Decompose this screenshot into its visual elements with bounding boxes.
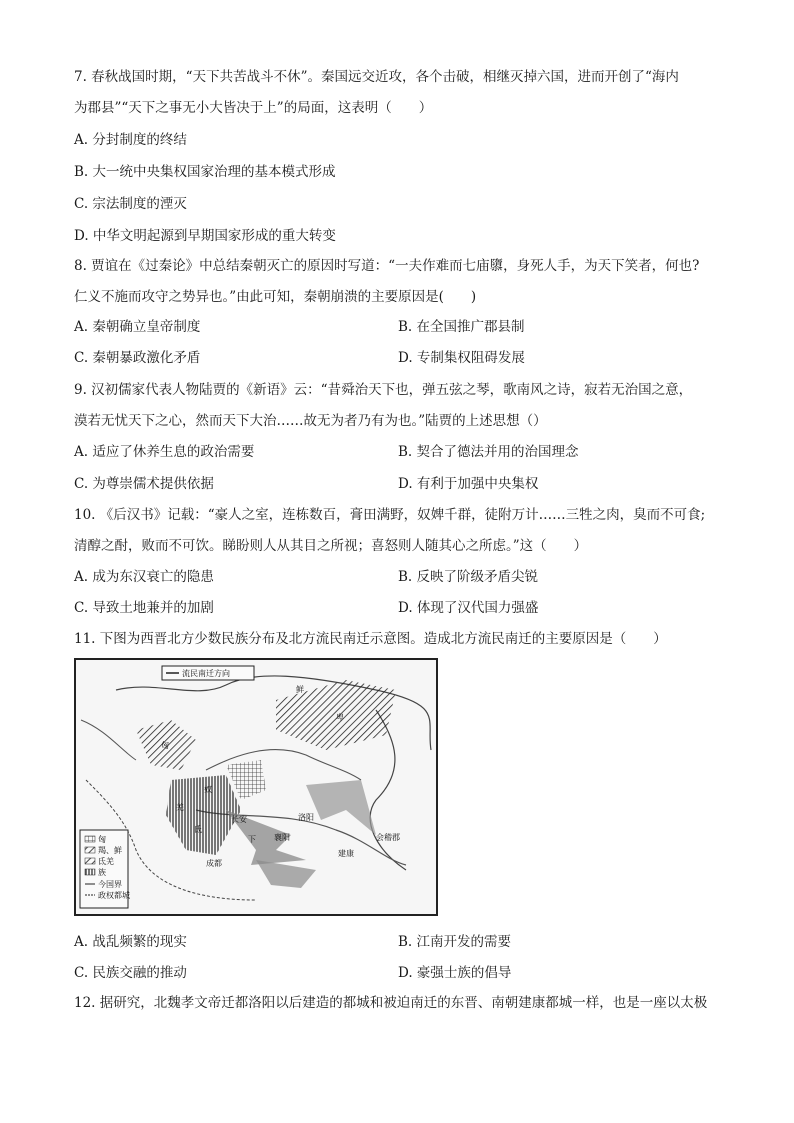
q7-option-b: B. 大一统中央集权国家治理的基本模式形成	[74, 164, 336, 180]
q8-option-c: C. 秦朝暴政激化矛盾	[74, 350, 201, 366]
legend-text-4: 族	[98, 868, 106, 877]
legend-swatch-1	[85, 836, 95, 842]
map-label-qiang: 羌	[176, 803, 184, 812]
map-label-xiong: 匈	[161, 741, 169, 750]
q10-option-c: C. 导致土地兼并的加剧	[74, 600, 214, 616]
q7-option-a: A. 分封制度的终结	[74, 132, 187, 148]
q7-option-d: D. 中华文明起源到早期国家形成的重大转变	[74, 228, 336, 244]
q9-option-c: C. 为尊崇儒术提供依据	[74, 476, 214, 492]
map-label-xiangyang: 襄阳	[274, 833, 290, 842]
legend-swatch-4	[85, 869, 95, 875]
q10-option-d: D. 体现了汉代国力强盛	[398, 600, 539, 616]
q10-stem-line-1: 10. 《后汉书》记载：“豪人之室，连栋数百，膏田满野，奴婢千群，徒附万计……三牲之肉，臭而不可食;	[74, 507, 706, 523]
q12-stem-line-1: 12. 据研究，北魏孝文帝迁都洛阳以后建造的都城和被迫南迁的东晋、南朝建康都城一样，也是一座以太极	[74, 995, 708, 1011]
map-label-jiankang: 建康	[338, 849, 354, 858]
legend-text-2: 羯、鲜	[98, 846, 122, 855]
q10-option-a: A. 成为东汉衰亡的隐患	[74, 569, 214, 585]
legend-text-5: 今国界	[98, 880, 122, 889]
q9-stem-line-1: 9. 汉初儒家代表人物陆贾的《新语》云：“昔舜治天下也，弹五弦之琴，歌南风之诗，寂若无治国之意，	[74, 382, 693, 398]
migration-map	[74, 658, 438, 916]
q10-option-b: B. 反映了阶级矛盾尖锐	[398, 569, 539, 585]
legend-text-6: 政权都城	[98, 891, 130, 900]
map-label-nu: 奴	[204, 785, 212, 794]
q8-option-b: B. 在全国推广郡县制	[398, 319, 525, 335]
q10-stem-line-2: 清醇之酎，败而不可饮。睇盼则人从其目之所视；喜怒则人随其心之所虑。”这（ ）	[74, 538, 588, 554]
map-label-chengdu: 成都	[206, 859, 222, 868]
q8-stem-line-2: 仁义不施而攻守之势异也。”由此可知，秦朝崩溃的主要原因是( )	[74, 289, 477, 305]
map-label-luoyang: 洛阳	[298, 813, 314, 822]
q9-option-d: D. 有利于加强中央集权	[398, 476, 539, 492]
map-label-changan: 长安	[231, 815, 247, 824]
map-label-bei: 卑	[336, 713, 344, 722]
q9-stem-line-2: 漠若无忧天下之心，然而天下大治……故无为者乃有为也。”陆贾的上述思想（）	[74, 413, 547, 429]
q11-stem-line-1: 11. 下图为西晋北方少数民族分布及北方流民南迁示意图。造成北方流民南迁的主要原因是（ ）	[74, 631, 667, 647]
q7-stem-line-2: 为郡县”“天下之事无小大皆决于上”的局面，这表明（ ）	[74, 100, 433, 116]
q8-stem-line-1: 8. 贾谊在《过秦论》中总结秦朝灭亡的原因时写道：“一夫作难而七庙隳，身死人手，为天下笑者，何也?	[74, 258, 700, 274]
q11-option-b: B. 江南开发的需要	[398, 934, 512, 950]
q8-option-d: D. 专制集权阻碍发展	[398, 350, 525, 366]
map-drawing	[76, 660, 436, 914]
q11-option-d: D. 豪强士族的倡导	[398, 965, 512, 981]
q8-option-a: A. 秦朝确立皇帝制度	[74, 319, 201, 335]
top-legend-text: 流民南迁方向	[182, 669, 230, 678]
q11-option-c: C. 民族交融的推动	[74, 965, 187, 981]
q9-option-b: B. 契合了德法并用的治国理念	[398, 444, 579, 460]
map-label-di: 氐	[194, 825, 202, 834]
q7-stem-line-1: 7. 春秋战国时期，“天下共苦战斗不休”。秦国远交近攻，各个击破，相继灭掉六国，进而开创了“海内	[74, 69, 679, 85]
legend-text-3: 氐羌	[98, 857, 114, 866]
legend-text-1: 匈	[98, 835, 106, 844]
legend-swatch-2	[85, 847, 95, 853]
map-label-xian: 鲜	[296, 685, 304, 694]
q7-option-c: C. 宗法制度的湮灭	[74, 196, 187, 212]
map-label-xia: 下	[248, 835, 256, 844]
q11-option-a: A. 战乱频繁的现实	[74, 934, 187, 950]
map-label-kuaiji: 会稽郡	[376, 833, 400, 842]
q9-option-a: A. 适应了休养生息的政治需要	[74, 444, 255, 460]
legend-swatch-3	[85, 858, 95, 864]
